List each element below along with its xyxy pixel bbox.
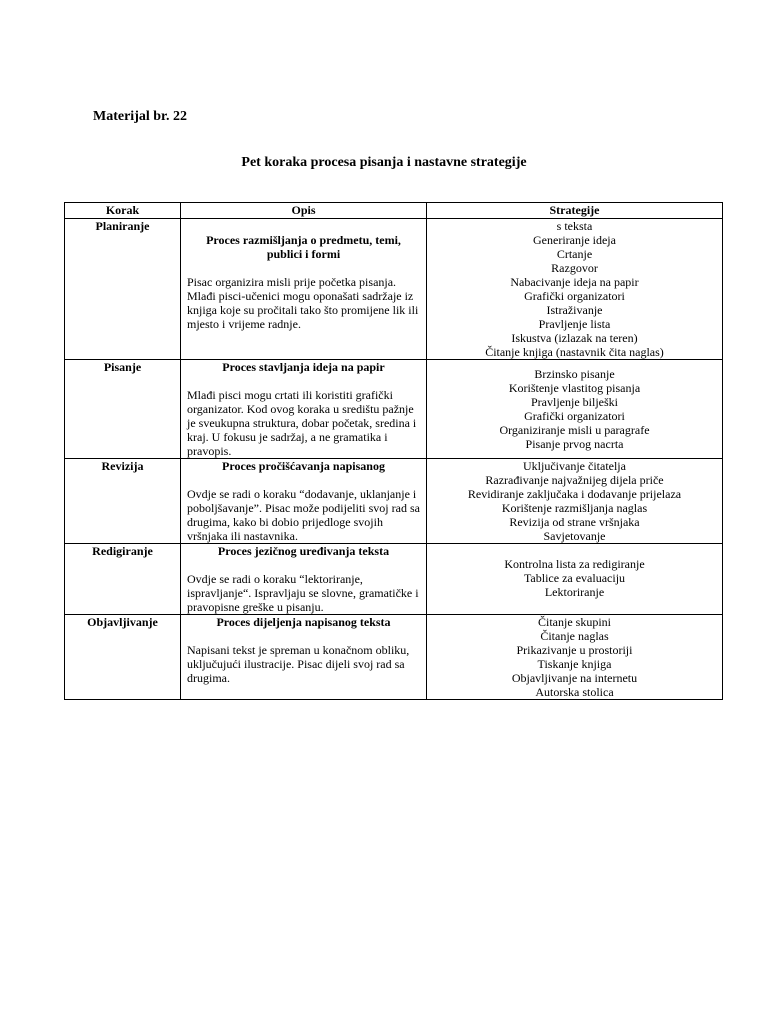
- strategy-item: Crtanje: [556, 247, 593, 261]
- strategy-item: Razgovor: [551, 261, 598, 275]
- strategy-item: Istraživanje: [546, 303, 603, 317]
- strategy-item: Tiskanje knjiga: [537, 657, 612, 671]
- strategy-item: Lektoriranje: [544, 585, 605, 599]
- step-description-title: Proces dijeljenja napisanog teksta: [216, 615, 391, 629]
- strategy-item: Objavljivanje na internetu: [511, 671, 638, 685]
- strategy-item: Korištenje razmišljanja naglas: [501, 501, 648, 515]
- strategy-item: Čitanje skupini: [538, 615, 611, 629]
- strategy-item: Razrađivanje najvažnijeg dijela priče: [485, 473, 664, 487]
- strategy-item: Iskustva (izlazak na teren): [511, 331, 638, 345]
- strategy-item: Korištenje vlastitog pisanja: [508, 381, 641, 395]
- strategy-item: Generiranje ideja: [533, 233, 616, 247]
- step-description-title: Proces razmišljanja o predmetu, temi, publici i formi: [206, 233, 401, 261]
- strategy-item: Uključivanje čitatelja: [523, 459, 626, 473]
- step-description-title: Proces pročišćavanja napisanog: [222, 459, 385, 473]
- step-strategies: [427, 219, 723, 360]
- strategy-item: Organiziranje misli u paragrafe: [499, 423, 650, 437]
- writing-process-table: [64, 202, 723, 700]
- step-description: [181, 360, 427, 459]
- strategy-item: Autorska stolica: [535, 685, 614, 699]
- step-strategies: [427, 459, 723, 544]
- step-strategies: [427, 360, 723, 459]
- strategy-item: Pravljenje bilješki: [531, 395, 618, 409]
- step-name: Revizija: [65, 459, 181, 544]
- strategy-item: Revizija od strane vršnjaka: [509, 515, 640, 529]
- column-header-strategije: Strategije: [427, 203, 723, 219]
- step-name: Redigiranje: [65, 544, 181, 615]
- step-strategies: [427, 615, 723, 700]
- step-description-text: Napisani tekst je spreman u konačnom obliku, uključujući ilustracije. Pisac dijeli svoj rad sa drugima.: [187, 643, 410, 685]
- table-header-row: [65, 203, 723, 219]
- step-description-title: Proces stavljanja ideja na papir: [222, 360, 385, 374]
- step-name: Pisanje: [65, 360, 181, 459]
- strategy-item: s teksta: [556, 219, 593, 233]
- step-description-title: Proces jezičnog uređivanja teksta: [217, 544, 390, 558]
- strategy-item: Pisanje prvog nacrta: [525, 437, 624, 451]
- step-name: Objavljivanje: [65, 615, 181, 700]
- step-strategies: [427, 544, 723, 615]
- table-row: [65, 544, 723, 615]
- strategy-item: Čitanje naglas: [540, 629, 609, 643]
- column-header-opis: Opis: [181, 203, 427, 219]
- table-row: [65, 615, 723, 700]
- strategy-item: Pravljenje lista: [538, 317, 611, 331]
- step-description: [181, 459, 427, 544]
- strategy-item: Grafički organizatori: [524, 409, 625, 423]
- strategy-item: Čitanje knjiga (nastavnik čita naglas): [485, 345, 664, 359]
- material-number: Materijal br. 22: [93, 109, 187, 124]
- step-description: [181, 544, 427, 615]
- strategy-item: Brzinsko pisanje: [534, 367, 615, 381]
- strategy-item: Prikazivanje u prostoriji: [516, 643, 633, 657]
- strategy-item: Nabacivanje ideja na papir: [510, 275, 639, 289]
- table-row: [65, 360, 723, 459]
- strategy-item: Kontrolna lista za redigiranje: [504, 557, 645, 571]
- strategy-item: Tablice za evaluaciju: [523, 571, 626, 585]
- step-name: Planiranje: [65, 219, 181, 360]
- column-header-korak: Korak: [65, 203, 181, 219]
- step-description: [181, 615, 427, 700]
- table-row: [65, 219, 723, 360]
- step-description-text: Pisac organizira misli prije početka pisanja. Mlađi pisci-učenici mogu oponašati sadržaje iz knjiga koje su pročitali tako što promijene lik ili mjesto i vrijeme radnje.: [187, 275, 419, 331]
- step-description-text: Ovdje se radi o koraku “lektoriranje, ispravljanje“. Ispravljaju se slovne, gramatičke i pravopisne greške u pisanju.: [187, 572, 419, 614]
- table-row: [65, 459, 723, 544]
- step-description-text: Mlađi pisci mogu crtati ili koristiti grafički organizator. Kod ovog koraka u središtu pažnje je sveukupna struktura, dobar početak, sredina i kraj. U fokusu je sadržaj, a ne gramatika i pravopis.: [187, 388, 417, 458]
- strategy-item: Revidiranje zaključaka i dodavanje prijelaza: [467, 487, 682, 501]
- step-description-text: Ovdje se radi o koraku “dodavanje, uklanjanje i poboljšavanje”. Pisac može podijeliti svoj rad sa drugima, kako bi dobio prijedloge svojih vršnjaka ili nastavnika.: [187, 487, 420, 543]
- strategy-item: Savjetovanje: [543, 529, 606, 543]
- document-title: Pet koraka procesa pisanja i nastavne strategije: [241, 155, 527, 170]
- step-description: [181, 219, 427, 360]
- strategy-item: Grafički organizatori: [524, 289, 625, 303]
